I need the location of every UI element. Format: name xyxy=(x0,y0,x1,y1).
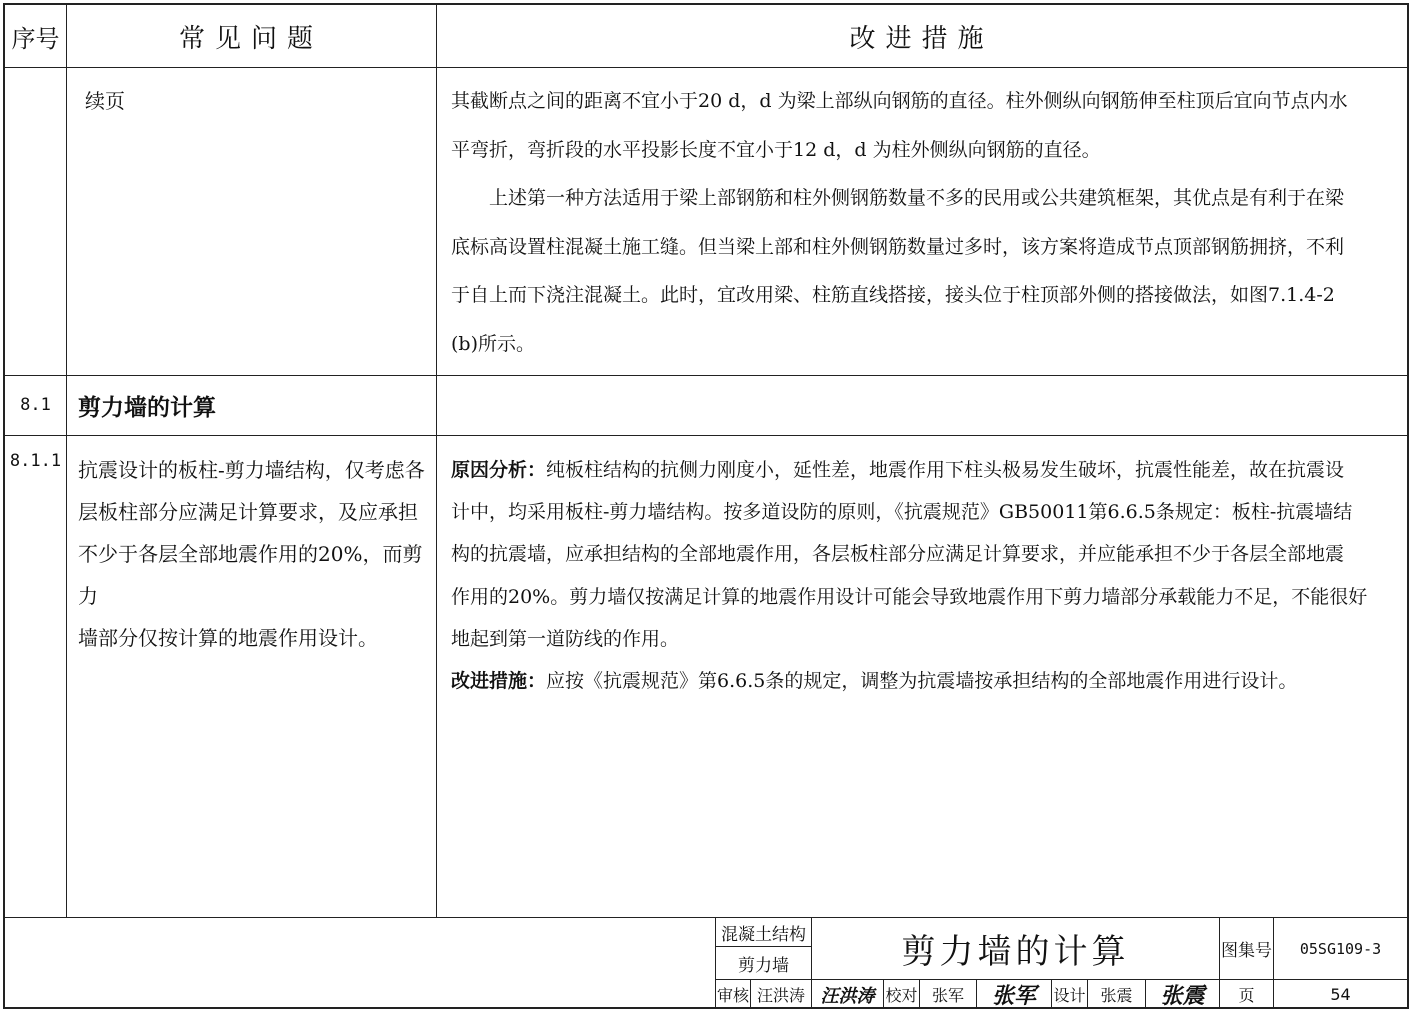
problem-line-4: 墙部分仅按计算的地震作用设计。 xyxy=(78,626,378,650)
header-index: 序号 xyxy=(11,24,60,53)
row-rule-2 xyxy=(5,435,1407,436)
item-number: 8.1.1 xyxy=(9,451,62,471)
tb-atlas-no: 05SG109-3 xyxy=(1299,939,1382,958)
problem-line-1: 抗震设计的板柱-剪力墙结构，仅考虑各 xyxy=(78,458,425,482)
section-number: 8.1 xyxy=(20,395,51,415)
para2-line2: 底标高设置柱混凝土施工缝。但当梁上部和柱外侧钢筋数量过多时，该方案将造成节点顶部钢筋拥挤，不利 xyxy=(451,235,1345,258)
problem-line-2: 层板柱部分应满足计算要求，及应承担 xyxy=(78,500,418,524)
tb-main-title: 剪力墙的计算 xyxy=(901,932,1130,972)
cause-label: 原因分析： xyxy=(451,459,547,481)
header-problem: 常见问题 xyxy=(178,23,323,54)
section-title: 剪力墙的计算 xyxy=(78,394,216,421)
cause-line-1 xyxy=(451,449,1399,491)
header-rule xyxy=(5,67,1407,68)
para2-line4: (b)所示。 xyxy=(451,332,535,355)
tb-designer: 张震 xyxy=(1100,986,1133,1005)
cause-line-4: 作用的20%。剪力墙仅按满足计算的地震作用设计可能会导致地震作用下剪力墙部分承载能力不足，不能很好 xyxy=(451,585,1368,608)
problem-text xyxy=(78,449,430,659)
tb-category-1: 混凝土结构 xyxy=(721,924,806,945)
cause-line-3: 构的抗震墙，应承担结构的全部地震作用，各层板柱部分应满足计算要求，并应能承担不少于各层全部地震 xyxy=(451,543,1345,566)
para1-line1: 其截断点之间的距离不宜小于20 d，d 为梁上部纵向钢筋的直径。柱外侧纵向钢筋伸至柱顶后宜向节点内水 xyxy=(451,90,1348,112)
para2-line1: 上述第一种方法适用于梁上部钢筋和柱外侧钢筋数量不多的民用或公共建筑框架，其优点是有利于在梁 xyxy=(489,187,1345,209)
drawing-sheet xyxy=(3,3,1409,1009)
tb-checker-signature: 张军 xyxy=(991,983,1036,1009)
tb-page-no: 54 xyxy=(1330,985,1351,1004)
tb-designer-signature: 张震 xyxy=(1160,983,1205,1009)
tb-page-label: 页 xyxy=(1238,986,1255,1005)
cause-line-5: 地起到第一道防线的作用。 xyxy=(451,627,680,650)
tb-check-label: 校对 xyxy=(885,986,918,1005)
header-measure: 改进措施 xyxy=(849,23,994,54)
col-rule-1 xyxy=(66,5,67,917)
cause-line-1-text: 纯板柱结构的抗侧力刚度小，延性差，地震作用下柱头极易发生破坏，抗震性能差，故在抗震设 xyxy=(546,459,1345,481)
measure-text xyxy=(451,449,1399,702)
para2-line3: 于自上而下浇注混凝土。此时，宜改用梁、柱筋直线搭接，接头位于柱顶部外侧的搭接做法，如图7.1.4-2 xyxy=(451,284,1335,306)
continued-label: 续页 xyxy=(85,89,125,113)
tb-reviewer-signature: 汪洪涛 xyxy=(820,985,875,1007)
tb-category-2: 剪力墙 xyxy=(738,955,789,976)
cause-line-2: 计中，均采用板柱-剪力墙结构。按多道设防的原则，《抗震规范》GB50011第6.6.5条规定：板柱-抗震墙结 xyxy=(451,501,1353,524)
measure-line-text: 应按《抗震规范》第6.6.5条的规定，调整为抗震墙按承担结构的全部地震作用进行设计。 xyxy=(546,670,1298,693)
tb-checker: 张军 xyxy=(931,986,964,1005)
tb-design-label: 设计 xyxy=(1053,986,1086,1005)
para1-line2: 平弯折，弯折段的水平投影长度不宜小于12 d，d 为柱外侧纵向钢筋的直径。 xyxy=(451,138,1101,161)
tb-atlas-label: 图集号 xyxy=(1221,941,1272,961)
measure-label: 改进措施： xyxy=(451,670,547,693)
measure-line xyxy=(451,660,1399,702)
problem-line-3: 不少于各层全部地震作用的20%，而剪力 xyxy=(78,542,423,608)
col-rule-2 xyxy=(436,5,437,917)
tb-reviewer: 汪洪涛 xyxy=(756,986,805,1005)
tb-review-label: 审核 xyxy=(716,986,749,1005)
continued-text xyxy=(451,77,1396,368)
